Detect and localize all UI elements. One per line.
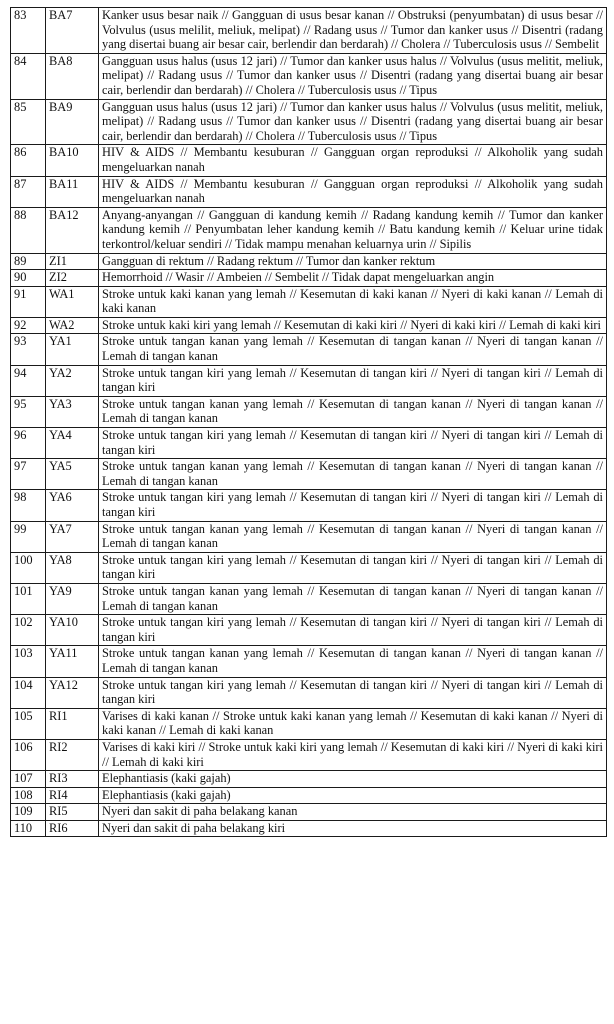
indication-cell: Nyeri dan sakit di paha belakang kanan <box>99 804 607 821</box>
row-number-cell: 97 <box>11 459 46 490</box>
indication-cell: Stroke untuk tangan kanan yang lemah // Kesemutan di tangan kanan // Nyeri di tangan kanan // Lemah di tangan kanan <box>99 459 607 490</box>
indication-cell: Stroke untuk tangan kiri yang lemah // Kesemutan di tangan kiri // Nyeri di tangan kiri // Lemah di tangan kiri <box>99 428 607 459</box>
point-code-cell: BA12 <box>46 207 99 253</box>
point-code-cell: YA6 <box>46 490 99 521</box>
table-row <box>11 787 607 804</box>
indication-cell: Stroke untuk tangan kiri yang lemah // Kesemutan di tangan kiri // Nyeri di tangan kiri // Lemah di tangan kiri <box>99 490 607 521</box>
row-number-cell: 85 <box>11 99 46 145</box>
point-code-cell: BA9 <box>46 99 99 145</box>
point-code-cell: WA2 <box>46 317 99 334</box>
indication-cell: HIV & AIDS // Membantu kesuburan // Gangguan organ reproduksi // Alkoholik yang sudah mengeluarkan nanah <box>99 145 607 176</box>
row-number-cell: 87 <box>11 176 46 207</box>
point-code-cell: BA7 <box>46 8 99 54</box>
table-row <box>11 552 607 583</box>
indication-cell: Varises di kaki kiri // Stroke untuk kaki kiri yang lemah // Kesemutan di kaki kiri // Nyeri di kaki kiri // Lemah di kaki kiri <box>99 739 607 770</box>
point-code-cell: YA10 <box>46 615 99 646</box>
table-row <box>11 615 607 646</box>
point-code-cell: YA2 <box>46 365 99 396</box>
point-code-cell: RI5 <box>46 804 99 821</box>
table-body <box>11 8 607 837</box>
indication-cell: Varises di kaki kanan // Stroke untuk kaki kanan yang lemah // Kesemutan di kaki kanan // Nyeri di kaki kanan // Lemah di kaki kanan <box>99 708 607 739</box>
point-code-table <box>10 7 607 837</box>
row-number-cell: 88 <box>11 207 46 253</box>
row-number-cell: 103 <box>11 646 46 677</box>
point-code-cell: YA5 <box>46 459 99 490</box>
point-code-cell: RI6 <box>46 820 99 837</box>
point-code-cell: YA9 <box>46 583 99 614</box>
table-row <box>11 253 607 270</box>
row-number-cell: 99 <box>11 521 46 552</box>
indication-cell: Nyeri dan sakit di paha belakang kiri <box>99 820 607 837</box>
point-code-cell: YA8 <box>46 552 99 583</box>
table-row <box>11 99 607 145</box>
table-row <box>11 677 607 708</box>
table-row <box>11 459 607 490</box>
point-code-cell: ZI1 <box>46 253 99 270</box>
point-code-cell: ZI2 <box>46 270 99 287</box>
row-number-cell: 96 <box>11 428 46 459</box>
row-number-cell: 93 <box>11 334 46 365</box>
point-code-cell: YA3 <box>46 396 99 427</box>
point-code-cell: BA8 <box>46 53 99 99</box>
table-row <box>11 176 607 207</box>
row-number-cell: 98 <box>11 490 46 521</box>
row-number-cell: 94 <box>11 365 46 396</box>
row-number-cell: 83 <box>11 8 46 54</box>
indication-cell: Hemorrhoid // Wasir // Ambeien // Sembelit // Tidak dapat mengeluarkan angin <box>99 270 607 287</box>
point-code-cell: RI2 <box>46 739 99 770</box>
row-number-cell: 86 <box>11 145 46 176</box>
indication-cell: Kanker usus besar naik // Gangguan di usus besar kanan // Obstruksi (penyumbatan) di usus besar // Volvulus (usus melilit, meliuk, melipat) // Radang usus // Tumor dan kanker usus // Disentri (radang yang disertai buang air besar cair, berlendir dan berdarah) // Cholera // Tuberculosis usus // Sembelit <box>99 8 607 54</box>
row-number-cell: 107 <box>11 771 46 788</box>
row-number-cell: 89 <box>11 253 46 270</box>
indication-cell: Gangguan usus halus (usus 12 jari) // Tumor dan kanker usus halus // Volvulus (usus melitit, meliuk, melipat) // Radang usus // Tumor dan kanker usus // Disentri (radang yang disertai buang air besar cair, berlendir dan berdarah) // Cholera // Tuberculosis usus // Tipus <box>99 53 607 99</box>
indication-cell: Anyang-anyangan // Gangguan di kandung kemih // Radang kandung kemih // Tumor dan kanker kandung kemih // Penyumbatan leher kandung kemih // Batu kandung kemih // Keluar urine tidak terkontrol/keluar sendiri // Tidak mampu menahan keluarnya urin // Sipilis <box>99 207 607 253</box>
row-number-cell: 108 <box>11 787 46 804</box>
indication-cell: Stroke untuk kaki kanan yang lemah // Kesemutan di kaki kanan // Nyeri di kaki kanan // Lemah di kaki kanan <box>99 286 607 317</box>
table-row <box>11 8 607 54</box>
table-row <box>11 521 607 552</box>
point-code-cell: RI1 <box>46 708 99 739</box>
table-row <box>11 207 607 253</box>
indication-cell: Stroke untuk tangan kiri yang lemah // Kesemutan di tangan kiri // Nyeri di tangan kiri // Lemah di tangan kiri <box>99 552 607 583</box>
table-row <box>11 708 607 739</box>
point-code-cell: BA10 <box>46 145 99 176</box>
indication-cell: Elephantiasis (kaki gajah) <box>99 771 607 788</box>
indication-cell: Stroke untuk tangan kiri yang lemah // Kesemutan di tangan kiri // Nyeri di tangan kiri // Lemah di tangan kiri <box>99 677 607 708</box>
point-code-cell: YA12 <box>46 677 99 708</box>
table-row <box>11 771 607 788</box>
row-number-cell: 95 <box>11 396 46 427</box>
point-code-cell: WA1 <box>46 286 99 317</box>
indication-cell: Stroke untuk tangan kanan yang lemah // Kesemutan di tangan kanan // Nyeri di tangan kanan // Lemah di tangan kanan <box>99 646 607 677</box>
row-number-cell: 84 <box>11 53 46 99</box>
table-row <box>11 286 607 317</box>
indication-cell: Gangguan di rektum // Radang rektum // Tumor dan kanker rektum <box>99 253 607 270</box>
table-row <box>11 739 607 770</box>
point-code-cell: YA11 <box>46 646 99 677</box>
table-row <box>11 53 607 99</box>
row-number-cell: 100 <box>11 552 46 583</box>
table-row <box>11 334 607 365</box>
table-row <box>11 428 607 459</box>
row-number-cell: 92 <box>11 317 46 334</box>
table-row <box>11 396 607 427</box>
table-row <box>11 317 607 334</box>
point-code-cell: YA4 <box>46 428 99 459</box>
indication-cell: Stroke untuk tangan kanan yang lemah // Kesemutan di tangan kanan // Nyeri di tangan kanan // Lemah di tangan kanan <box>99 334 607 365</box>
indication-cell: Stroke untuk tangan kiri yang lemah // Kesemutan di tangan kiri // Nyeri di tangan kiri // Lemah di tangan kiri <box>99 365 607 396</box>
row-number-cell: 105 <box>11 708 46 739</box>
table-row <box>11 270 607 287</box>
table-row <box>11 583 607 614</box>
row-number-cell: 101 <box>11 583 46 614</box>
point-code-cell: YA1 <box>46 334 99 365</box>
table-row <box>11 490 607 521</box>
table-row <box>11 145 607 176</box>
point-code-cell: RI4 <box>46 787 99 804</box>
row-number-cell: 104 <box>11 677 46 708</box>
indication-cell: Stroke untuk kaki kiri yang lemah // Kesemutan di kaki kiri // Nyeri di kaki kiri // Lemah di kaki kiri <box>99 317 607 334</box>
table-row <box>11 646 607 677</box>
indication-cell: Stroke untuk tangan kanan yang lemah // Kesemutan di tangan kanan // Nyeri di tangan kanan // Lemah di tangan kanan <box>99 583 607 614</box>
indication-cell: Gangguan usus halus (usus 12 jari) // Tumor dan kanker usus halus // Volvulus (usus melitit, meliuk, melipat) // Radang usus // Tumor dan kanker usus // Disentri (radang yang disertai buang air besar cair, berlendir dan berdarah) // Cholera // Tuberculosis usus // Tipus <box>99 99 607 145</box>
indication-cell: Stroke untuk tangan kiri yang lemah // Kesemutan di tangan kiri // Nyeri di tangan kiri // Lemah di tangan kiri <box>99 615 607 646</box>
row-number-cell: 106 <box>11 739 46 770</box>
table-row <box>11 820 607 837</box>
row-number-cell: 110 <box>11 820 46 837</box>
indication-cell: Stroke untuk tangan kanan yang lemah // Kesemutan di tangan kanan // Nyeri di tangan kanan // Lemah di tangan kanan <box>99 396 607 427</box>
point-code-cell: RI3 <box>46 771 99 788</box>
row-number-cell: 102 <box>11 615 46 646</box>
table-row <box>11 804 607 821</box>
row-number-cell: 91 <box>11 286 46 317</box>
point-code-cell: BA11 <box>46 176 99 207</box>
indication-cell: Stroke untuk tangan kanan yang lemah // Kesemutan di tangan kanan // Nyeri di tangan kanan // Lemah di tangan kanan <box>99 521 607 552</box>
table-row <box>11 365 607 396</box>
row-number-cell: 109 <box>11 804 46 821</box>
indication-cell: HIV & AIDS // Membantu kesuburan // Gangguan organ reproduksi // Alkoholik yang sudah mengeluarkan nanah <box>99 176 607 207</box>
point-code-cell: YA7 <box>46 521 99 552</box>
row-number-cell: 90 <box>11 270 46 287</box>
indication-cell: Elephantiasis (kaki gajah) <box>99 787 607 804</box>
